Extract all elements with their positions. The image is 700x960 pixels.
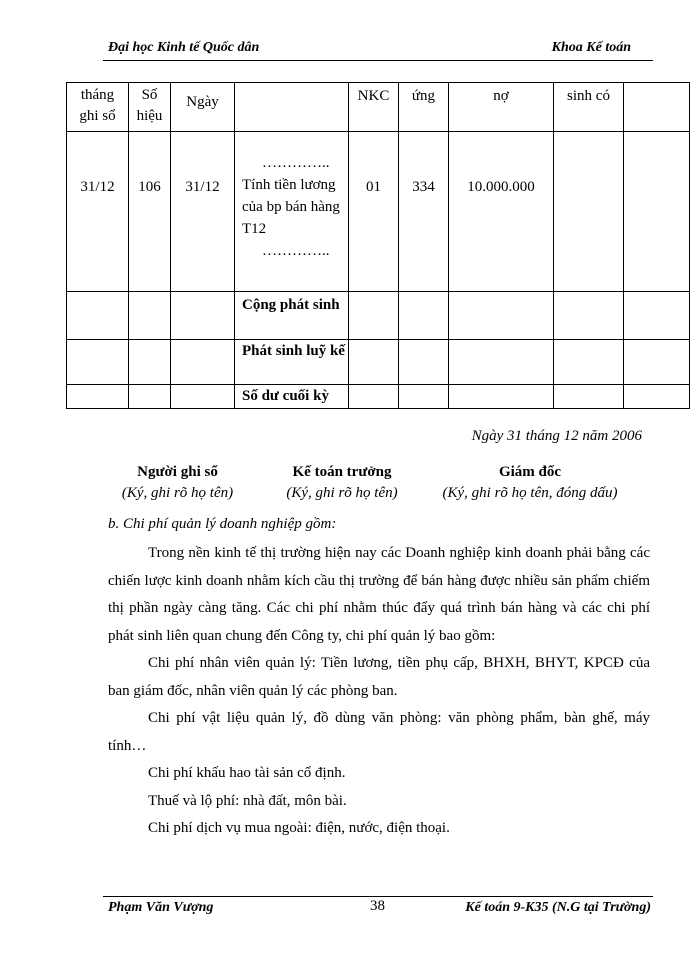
col-ngay: Ngày bbox=[171, 83, 235, 132]
col-so-hieu: Số hiệu bbox=[129, 83, 171, 132]
col-ghi-so: tháng ghi sổ bbox=[67, 83, 129, 132]
entry-doc-no: 106 bbox=[138, 179, 161, 195]
table-header-row bbox=[67, 83, 690, 132]
col-extra bbox=[624, 83, 690, 132]
header-university: Đại học Kinh tế Quốc dân bbox=[108, 40, 260, 55]
entry-debit: 10.000.000 bbox=[467, 179, 535, 195]
body-text bbox=[108, 540, 650, 843]
entry-nkc: 01 bbox=[366, 179, 381, 195]
table-row-total bbox=[67, 292, 690, 340]
entry-description-cell bbox=[239, 132, 348, 266]
footer-author: Phạm Văn Vượng bbox=[108, 900, 214, 915]
paragraph-taxes: Thuế và lộ phí: nhà đất, môn bài. bbox=[148, 792, 347, 809]
entry-account: 334 bbox=[412, 179, 435, 195]
col-no: nợ bbox=[449, 83, 554, 132]
paragraph-depreciation: Chi phí khấu hao tài sản cố định. bbox=[148, 765, 346, 781]
row-closing-label: Số dư cuối kỳ bbox=[242, 388, 329, 404]
entry-description: Tính tiền lương của bp bán hàng T12 bbox=[242, 177, 340, 237]
footer-class: Kế toán 9-K35 (N.G tại Trường) bbox=[465, 900, 651, 915]
entry-doc-date: 31/12 bbox=[185, 179, 220, 195]
date-line: Ngày 31 tháng 12 năm 2006 bbox=[471, 428, 642, 444]
col-dien-giai bbox=[235, 83, 349, 132]
signature-director: Giám đốc (Ký, ghi rõ họ tên, đóng dấu) bbox=[442, 464, 618, 501]
footer-rule bbox=[103, 896, 653, 897]
table-row-cumulative bbox=[67, 340, 690, 385]
col-doi-ung: ứng bbox=[399, 83, 449, 132]
header-faculty: Khoa Kế toán bbox=[551, 40, 631, 55]
entry-dots-bottom: ………….. bbox=[262, 243, 330, 259]
ledger-table bbox=[66, 82, 690, 409]
page-number: 38 bbox=[370, 898, 385, 914]
col-co: sinh có bbox=[554, 83, 624, 132]
row-cumulative-label: Phát sinh luỹ kế bbox=[242, 343, 345, 359]
signature-chief-accountant: Kế toán trưởng (Ký, ghi rõ họ tên) bbox=[286, 464, 398, 501]
table-row bbox=[67, 132, 690, 292]
header-rule bbox=[103, 60, 653, 61]
signature-recorder: Người ghi sổ (Ký, ghi rõ họ tên) bbox=[121, 464, 234, 501]
paragraph-materials: Chi phí vật liệu quản lý, đồ dùng văn phòng: văn phòng phẩm, bàn ghế, máy tính… bbox=[108, 710, 650, 754]
paragraph-intro: Trong nền kinh tế thị trường hiện nay các Doanh nghiệp kinh doanh phải bằng các chiến lược kinh doanh nhằm kích cầu thị trường để bán hàng được nhiều sản phẩm chiếm thị phần ngày càng tăng. Các chi phí nhằm thúc đẩy quá trình bán hàng và các chi phí phát sinh liên quan chung đến Công ty, chi phí quản lý bao gồm: bbox=[108, 545, 650, 644]
paragraph-services: Chi phí dịch vụ mua ngoài: điện, nước, điện thoại. bbox=[148, 820, 450, 836]
entry-date-recorded: 31/12 bbox=[80, 179, 115, 195]
paragraph-staff-costs: Chi phí nhân viên quản lý: Tiền lương, tiền phụ cấp, BHXH, BHYT, KPCĐ của ban giám đốc, nhân viên quản lý các phòng ban. bbox=[108, 655, 650, 699]
col-nkc: NKC bbox=[349, 83, 399, 132]
row-total-label: Cộng phát sinh bbox=[242, 297, 340, 313]
page-header bbox=[108, 38, 653, 60]
section-subheading: b. Chi phí quản lý doanh nghiệp gồm: bbox=[108, 516, 337, 532]
table-row-closing bbox=[67, 385, 690, 409]
entry-dots-top: ………….. bbox=[262, 155, 330, 171]
